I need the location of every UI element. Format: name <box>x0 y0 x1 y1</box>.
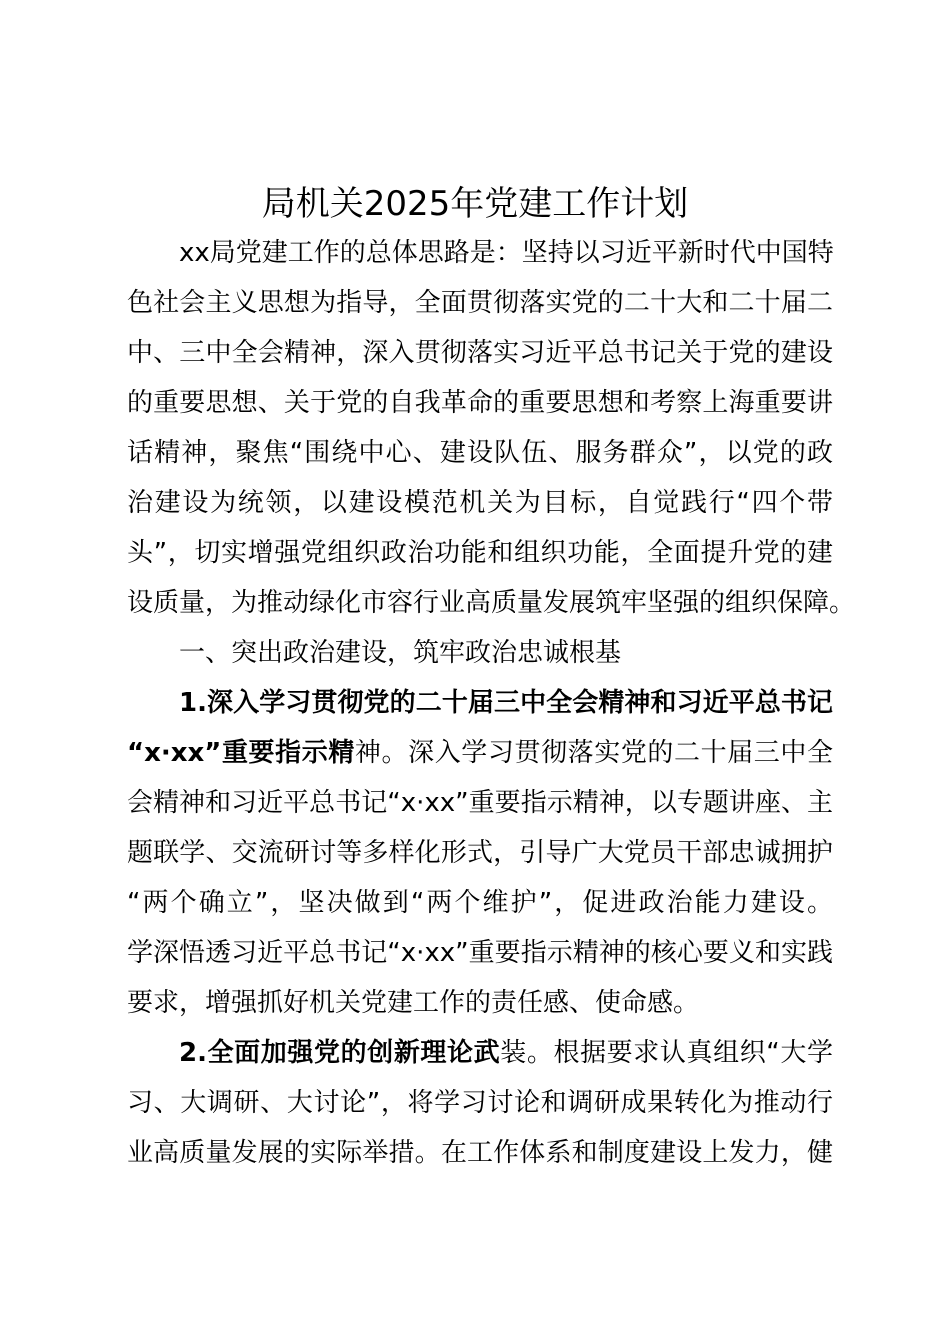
section-heading: 一、突出政治建设，筑牢政治忠诚根基 <box>179 638 622 668</box>
intro-line: 中、三中全会精神，深入贯彻落实习近平总书记关于党的建设 <box>127 338 833 368</box>
item1-line: 题联学、交流研讨等多样化形式，引导广大党员干部忠诚拥护 <box>127 838 833 868</box>
item2-text: 装。根据要求认真组织“大学 <box>500 1038 833 1068</box>
intro-line: 头”，切实增强党组织政治功能和组织功能，全面提升党的建 <box>127 538 833 568</box>
intro-line: 色社会主义思想为指导，全面贯彻落实党的二十大和二十届二 <box>127 288 833 318</box>
intro-line: 的重要思想、关于党的自我革命的重要思想和考察上海重要讲 <box>127 388 833 418</box>
item1-line <box>127 735 833 771</box>
item1-line: 会精神和习近平总书记“x·xx”重要指示精神，以专题讲座、主 <box>127 788 833 818</box>
document-title: 局机关2025年党建工作计划 <box>261 184 689 224</box>
item2-heading: 2.全面加强党的创新理论武 <box>179 1038 501 1068</box>
item1-line: 要求，增强抓好机关党建工作的责任感、使命感。 <box>127 988 700 1018</box>
item1-text: 神。深入学习贯彻落实党的二十届三中全 <box>354 738 833 768</box>
item1-line: 学深悟透习近平总书记“x·xx”重要指示精神的核心要义和实践 <box>127 938 833 968</box>
item1-line: “两个确立”，坚决做到“两个维护”，促进政治能力建设。 <box>127 888 833 918</box>
intro-line: 治建设为统领，以建设模范机关为目标，自觉践行“四个带 <box>127 488 833 518</box>
intro-line: 话精神，聚焦“围绕中心、建设队伍、服务群众”，以党的政 <box>127 438 833 468</box>
item2-line: 业高质量发展的实际举措。在工作体系和制度建设上发力，健 <box>127 1138 833 1168</box>
item2-line <box>179 1035 833 1071</box>
item2-line: 习、大调研、大讨论”，将学习讨论和调研成果转化为推动行 <box>127 1088 833 1118</box>
item1-heading: 1.深入学习贯彻党的二十届三中全会精神和习近平总书记 <box>179 688 833 718</box>
item1-heading-tail: “x·xx”重要指示精 <box>127 738 355 768</box>
intro-line: xx局党建工作的总体思路是：坚持以习近平新时代中国特 <box>179 238 834 268</box>
intro-line: 设质量，为推动绿化市容行业高质量发展筑牢坚强的组织保障。 <box>127 588 856 618</box>
